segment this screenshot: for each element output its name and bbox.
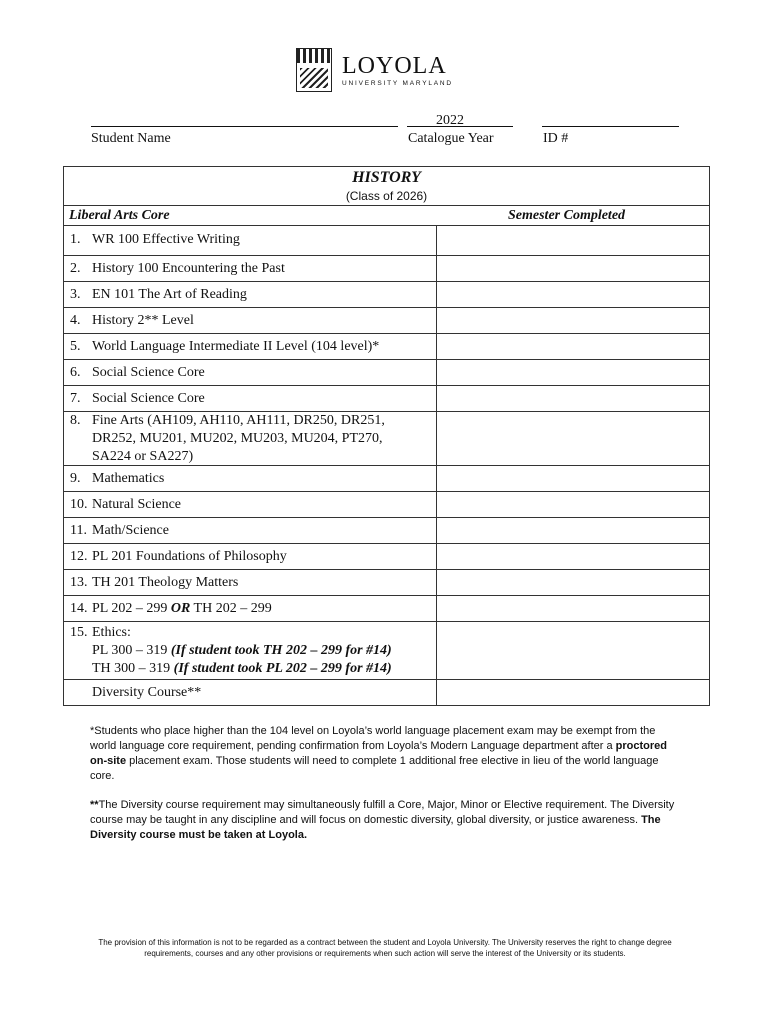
page-title: HISTORY — [352, 169, 421, 186]
table-row — [64, 621, 709, 680]
brand-name: LOYOLA — [342, 52, 447, 79]
ethics-course: PL 300 – 319 — [92, 643, 171, 658]
ethics-condition: (If student took TH 202 – 299 for #14) — [170, 643, 392, 658]
table-row — [64, 385, 709, 412]
diversity-note-emphasis: The Diversity course must be taken at Loyola. — [90, 814, 661, 841]
semester-completed-cell[interactable] — [436, 412, 709, 466]
requirement-label — [70, 470, 430, 488]
requirement-number: 3. — [70, 287, 81, 302]
ethics-condition: (If student took PL 202 – 299 for #14) — [173, 661, 392, 676]
requirement-text: Social Science Core — [92, 365, 205, 380]
language-note — [90, 724, 682, 784]
requirement-text: PL 201 Foundations of Philosophy — [92, 549, 287, 564]
requirements-table — [63, 166, 710, 706]
column-header-core: Liberal Arts Core — [69, 208, 170, 223]
semester-completed-cell[interactable] — [436, 518, 709, 544]
requirement-text: Math/Science — [92, 523, 169, 538]
requirement-text-line: SA224 or SA227) — [92, 449, 194, 464]
requirement-label — [70, 312, 430, 330]
catalogue-year-value: 2022 — [436, 113, 464, 128]
semester-completed-cell[interactable] — [436, 570, 709, 596]
semester-completed-cell[interactable] — [436, 596, 709, 622]
catalogue-year-label: Catalogue Year — [408, 131, 494, 146]
table-row — [64, 225, 709, 255]
language-note-text-end: placement exam. Those students will need to complete 1 additional free elective in lieu of the world language core. — [90, 755, 659, 782]
semester-completed-cell[interactable] — [436, 225, 709, 255]
semester-completed-cell[interactable] — [436, 282, 709, 308]
semester-completed-cell[interactable] — [436, 622, 709, 680]
requirement-text: World Language Intermediate II Level (104 level)* — [92, 339, 380, 354]
ethics-option — [70, 642, 430, 660]
requirement-label — [70, 390, 430, 408]
requirement-text: TH 202 – 299 — [190, 601, 272, 616]
column-header-semester: Semester Completed — [508, 208, 626, 223]
requirement-label — [70, 338, 430, 356]
table-row — [64, 411, 709, 466]
requirement-text: Mathematics — [92, 471, 165, 486]
language-note-text: *Students who place higher than the 104 level on Loyola’s world language placement exam may be exempt from the world language core requirement, pending confirmation from Loyola’s Modern Language department after a — [90, 725, 656, 752]
requirement-text: TH 201 Theology Matters — [92, 575, 239, 590]
semester-completed-cell[interactable] — [436, 360, 709, 386]
requirement-number: 12. — [70, 549, 88, 564]
requirement-text: History 2** Level — [92, 313, 194, 328]
requirement-label — [70, 231, 430, 249]
ethics-option — [70, 660, 430, 678]
requirement-label — [70, 684, 430, 702]
requirement-label — [70, 496, 430, 514]
table-row — [64, 281, 709, 308]
semester-completed-cell[interactable] — [436, 492, 709, 518]
requirement-text: History 100 Encountering the Past — [92, 261, 285, 276]
semester-completed-cell[interactable] — [436, 256, 709, 282]
requirement-text: EN 101 The Art of Reading — [92, 287, 247, 302]
table-row — [64, 465, 709, 492]
requirement-number: 8. — [70, 413, 81, 428]
table-row — [64, 569, 709, 596]
id-label: ID # — [543, 131, 569, 146]
table-row — [64, 543, 709, 570]
diversity-note-marker: ** — [90, 799, 99, 811]
requirement-text: Natural Science — [92, 497, 182, 512]
requirement-number: 11. — [70, 523, 87, 538]
requirement-label — [70, 260, 430, 278]
requirement-text: Fine Arts (AH109, AH110, AH111, DR250, DR251, — [92, 413, 385, 428]
semester-completed-cell[interactable] — [436, 334, 709, 360]
requirement-text: Ethics: — [92, 625, 131, 640]
requirement-number: 4. — [70, 313, 81, 328]
requirement-text: WR 100 Effective Writing — [92, 232, 240, 247]
table-row — [64, 307, 709, 334]
requirement-text: Diversity Course** — [92, 685, 202, 700]
diversity-note-text: The Diversity course requirement may simultaneously fulfill a Core, Major, Minor or Elective requirement. The Diversity course may be taught in any discipline and will focus on domestic diversity, global diversity, or justice awareness. — [90, 799, 675, 826]
requirement-number: 2. — [70, 261, 81, 276]
requirement-label — [70, 364, 430, 382]
requirement-label — [70, 600, 430, 618]
diversity-note — [90, 798, 682, 843]
id-line[interactable] — [542, 112, 679, 127]
language-note-emphasis: proctored on-site — [90, 740, 668, 767]
requirement-number: 6. — [70, 365, 81, 380]
ethics-course: TH 300 – 319 — [92, 661, 174, 676]
semester-completed-cell[interactable] — [436, 680, 709, 706]
requirement-number: 15. — [70, 625, 88, 640]
table-row — [64, 517, 709, 544]
requirement-number: 10. — [70, 497, 88, 512]
requirement-number: 13. — [70, 575, 88, 590]
semester-completed-cell[interactable] — [436, 466, 709, 492]
semester-completed-cell[interactable] — [436, 544, 709, 570]
table-row — [64, 359, 709, 386]
title-divider — [64, 205, 709, 206]
requirement-text: Social Science Core — [92, 391, 205, 406]
requirement-text: OR — [170, 601, 191, 616]
requirement-number: 1. — [70, 232, 81, 247]
requirement-label — [70, 548, 430, 566]
brand-subtitle: UNIVERSITY MARYLAND — [342, 79, 453, 87]
requirement-label — [70, 624, 430, 678]
requirement-number: 5. — [70, 339, 81, 354]
requirement-label — [70, 574, 430, 592]
requirement-label — [70, 286, 430, 304]
student-name-label: Student Name — [91, 131, 171, 146]
table-row — [64, 679, 709, 706]
requirement-text: PL 202 – 299 — [92, 601, 171, 616]
table-row — [64, 595, 709, 622]
requirement-label — [70, 412, 430, 466]
table-row — [64, 255, 709, 282]
requirement-number: 7. — [70, 391, 81, 406]
disclaimer-footer: The provision of this information is not to be regarded as a contract between the student and Loyola University. The University reserves the right to change degree requirements, courses and any other provisions or requirements when such action will serve the interest of the University or its students. — [98, 938, 672, 958]
semester-completed-cell[interactable] — [436, 386, 709, 412]
university-logo — [296, 46, 453, 94]
table-row — [64, 491, 709, 518]
semester-completed-cell[interactable] — [436, 308, 709, 334]
requirement-number: 14. — [70, 601, 88, 616]
requirement-label — [70, 522, 430, 540]
university-seal-icon — [296, 48, 332, 92]
student-name-line[interactable] — [91, 112, 398, 127]
table-row — [64, 333, 709, 360]
class-year-subtitle: (Class of 2026) — [345, 189, 428, 203]
requirement-number: 9. — [70, 471, 81, 486]
requirement-text-line: DR252, MU201, MU202, MU203, MU204, PT270, — [92, 431, 383, 446]
